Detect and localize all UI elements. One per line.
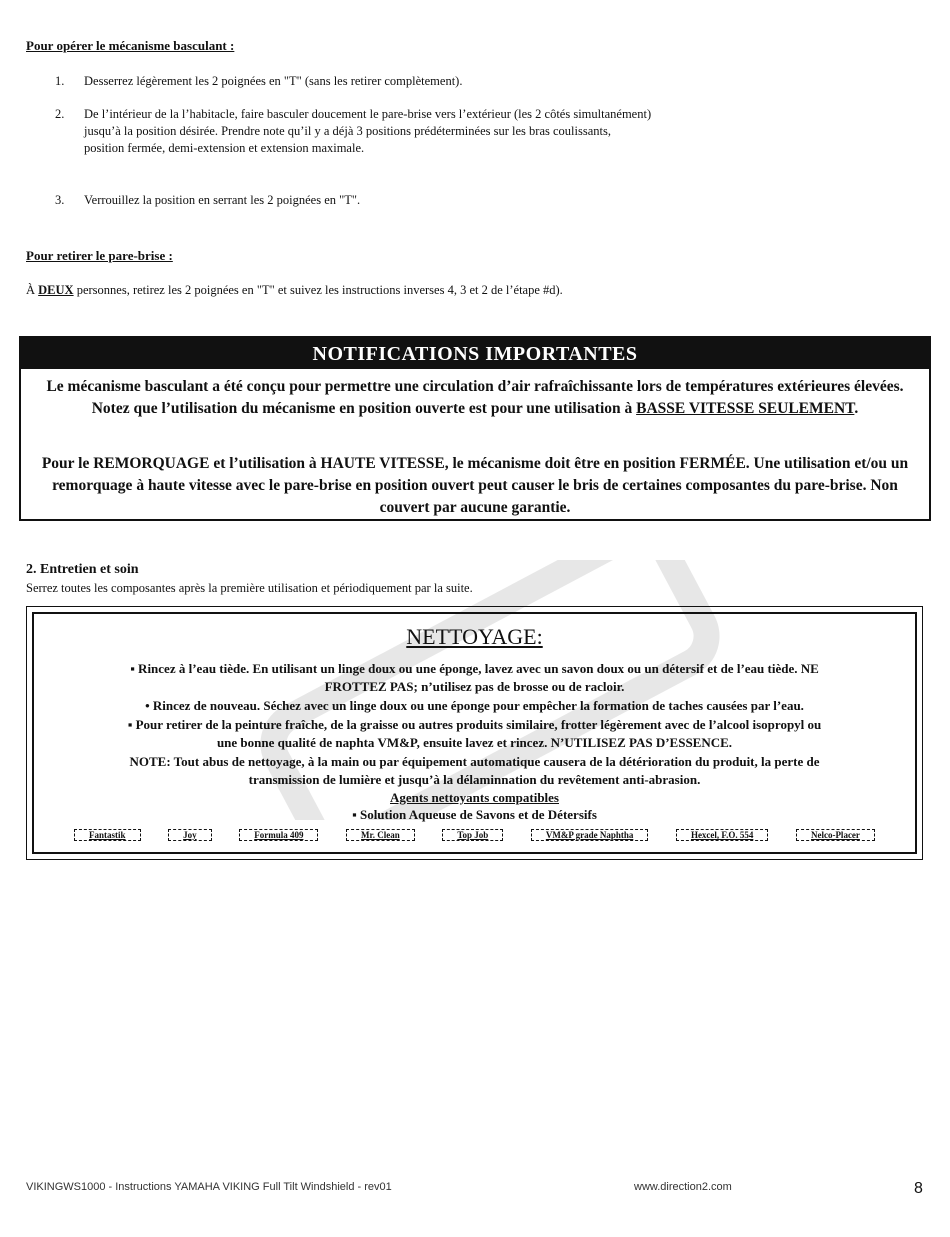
remove-emphasis: DEUX	[38, 283, 74, 297]
remove-instructions	[26, 283, 563, 298]
agent-item: Formula 409	[239, 829, 318, 841]
step-number: 2.	[55, 107, 65, 121]
notif-p1-end: .	[854, 400, 859, 417]
cleaning-title: NETTOYAGE:	[406, 624, 543, 649]
notifications-box	[19, 336, 931, 521]
care-text: Serrez toutes les composantes après la première utilisation et périodiquement par la suite.	[26, 581, 473, 595]
agent-item: Nelco-Placer	[796, 829, 875, 841]
notifications-paragraph-2: Pour le REMORQUAGE et l’utilisation à HAUTE VITESSE, le mécanisme doit être en position FERMÉE. Une utilisation et/ou un remorquage à haute vitesse avec le pare-brise en position ouvert peut causer le bris de certaines composantes du pare-brise. Non couvert par aucune garantie.	[41, 455, 909, 516]
step-number: 3.	[55, 193, 65, 207]
agents-list	[74, 827, 875, 843]
cleaning-line: transmission de lumière et jusqu’à la délaminnation du revêtement anti-abrasion.	[248, 772, 701, 787]
step-text: De l’intérieur de la l’habitacle, faire basculer doucement le pare-brise vers l’extérieur (les 2 côtés simultanément) jusqu’à la position désirée. Prendre note qu’il y a déjà 3 positions prédéterminées sur les bras coulissants, position fermée, demi-extension et extension maximale.	[84, 107, 652, 155]
step-text: Desserrez légèrement les 2 poignées en "T" (sans les retirer complètement).	[84, 74, 463, 88]
tilt-section-heading: Pour opérer le mécanisme basculant :	[26, 38, 235, 53]
remove-rest: personnes, retirez les 2 poignées en "T" et suivez les instructions inverses 4, 3 et 2 de l’étape #d).	[73, 283, 563, 297]
agent-item: Mr. Clean	[346, 829, 415, 841]
cleaning-line: NOTE: Tout abus de nettoyage, à la main ou par équipement automatique causera de la détérioration du produit, la perte de	[129, 754, 820, 769]
footer-url: www.direction2.com	[634, 1181, 732, 1193]
page-number: 8	[914, 1180, 923, 1197]
cleaning-line: • Rincez de nouveau. Séchez avec un linge doux ou une éponge pour empêcher la formation de taches causées par l’eau.	[145, 698, 804, 713]
agent-item: Fantastik	[74, 829, 141, 841]
cleaning-box	[26, 606, 923, 860]
care-section-heading: 2. Entretien et soin	[26, 562, 139, 577]
cleaning-line: FROTTEZ PAS; n’utilisez pas de brosse ou de racloir.	[324, 679, 625, 694]
solution-line: ▪ Solution Aqueuse de Savons et de Détersifs	[352, 807, 597, 822]
agents-title: Agents nettoyants compatibles	[390, 790, 559, 805]
cleaning-line: ▪ Rincez à l’eau tiède. En utilisant un linge doux ou une éponge, lavez avec un savon doux ou un détersif et de l’eau tiède. NE	[130, 661, 819, 676]
agent-item: Hexcel, F.O. 554	[676, 829, 768, 841]
agent-item: Top Job	[442, 829, 503, 841]
agent-item: VM&P grade Naphtha	[531, 829, 649, 841]
agent-item: Joy	[168, 829, 212, 841]
notifications-title: NOTIFICATIONS IMPORTANTES	[21, 338, 929, 369]
notifications-paragraph-1	[31, 376, 919, 420]
step-number: 1.	[55, 74, 65, 88]
remove-prefix: À	[26, 283, 39, 297]
step-text: Verrouillez la position en serrant les 2 poignées en "T".	[84, 193, 361, 207]
cleaning-box-inner	[32, 612, 917, 854]
cleaning-line: une bonne qualité de naphta VM&P, ensuite lavez et rincez. N’UTILISEZ PAS D’ESSENCE.	[216, 735, 733, 750]
cleaning-line: ▪ Pour retirer de la peinture fraîche, de la graisse ou autres produits similaire, frotter légèrement avec de l’alcool isopropyl ou	[127, 717, 822, 732]
notif-p1-underlined: BASSE VITESSE SEULEMENT	[636, 400, 855, 417]
footer-document-id: VIKINGWS1000 - Instructions YAMAHA VIKING Full Tilt Windshield - rev01	[26, 1181, 392, 1193]
notif-p1-text: Le mécanisme basculant a été conçu pour permettre une circulation d’air rafraîchissante lors de températures extérieures élevées. Notez que l’utilisation du mécanisme en position ouverte est pour une utilisation à	[46, 378, 904, 417]
remove-section-heading: Pour retirer le pare-brise :	[26, 248, 173, 263]
